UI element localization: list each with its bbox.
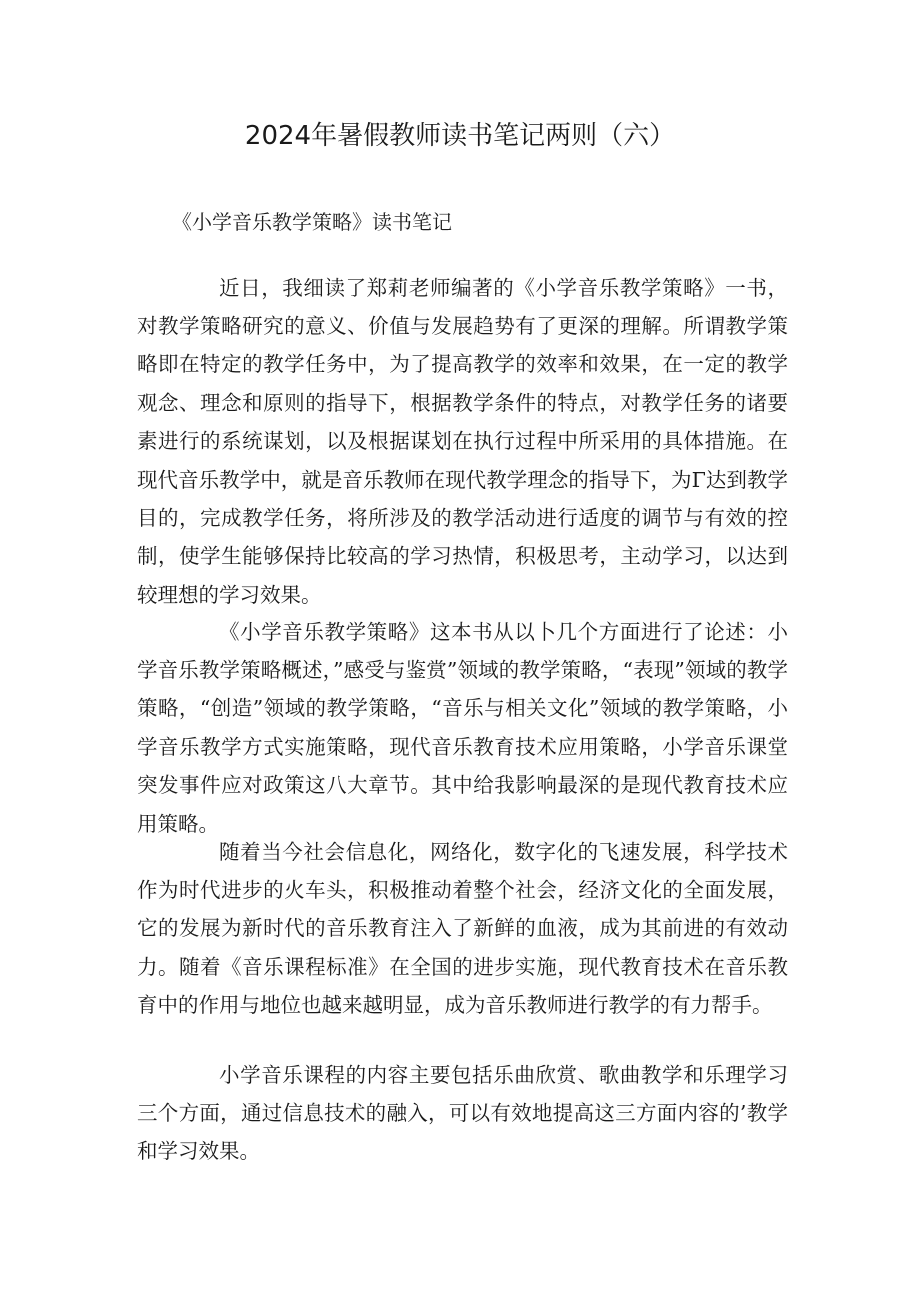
page-title: 2024年暑假教师读书笔记两则（六）	[244, 121, 676, 151]
paragraph-2: 《小学音乐教学策略》这本书从以卜几个方面进行了论述：小学音乐教学策略概述，”感受与鉴赏”领域的教学策略，“表现”领域的教学策略，“创造”领域的教学策略，“音乐与相关文化”领域的教学策略，小学音乐教学方式实施策略，现代音乐教育技术应用策略，小学音乐课堂突发事件应对政策这八大章节。其中给我影响最深的是现代教育技术应用策略。	[137, 619, 788, 836]
paragraph-3: 随着当今社会信息化，网络化，数字化的飞速发展，科学技术作为时代进步的火车头，积极推动着整个社会，经济文化的全面发展，它的发展为新时代的音乐教育注入了新鲜的血液，成为其前进的有效动力。随着《音乐课程标准》在全国的进步实施，现代教育技术在音乐教育中的作用与地位也越来越明显，成为音乐教师进行教学的有力帮手。	[137, 839, 788, 1018]
section-subtitle: 《小学音乐教学策略》读书笔记	[172, 210, 452, 234]
paragraph-1: 近日，我细读了郑莉老师编著的《小学音乐教学策略》一书，对教学策略研究的意义、价值与发展趋势有了更深的理解。所谓教学策略即在特定的教学任务中，为了提高教学的效率和效果，在一定的教学观念、理念和原则的指导下，根据教学条件的特点，对教学任务的诸要素进行的系统谋划，以及根据谋划在执行过程中所采用的具体措施。在现代音乐教学中，就是音乐教师在现代教学理念的指导下，为Γ达到教学目的，完成教学任务，将所涉及的教学活动进行适度的调节与有效的控制，使学生能够保持比较高的学习热情，积极思考，主动学习，以达到较理想的学习效果。	[137, 275, 788, 607]
paragraph-4: 小学音乐课程的内容主要包括乐曲欣赏、歌曲教学和乐理学习三个方面，通过信息技术的融入，可以有效地提高这三方面内容的’教学和学习效果。	[137, 1062, 788, 1164]
